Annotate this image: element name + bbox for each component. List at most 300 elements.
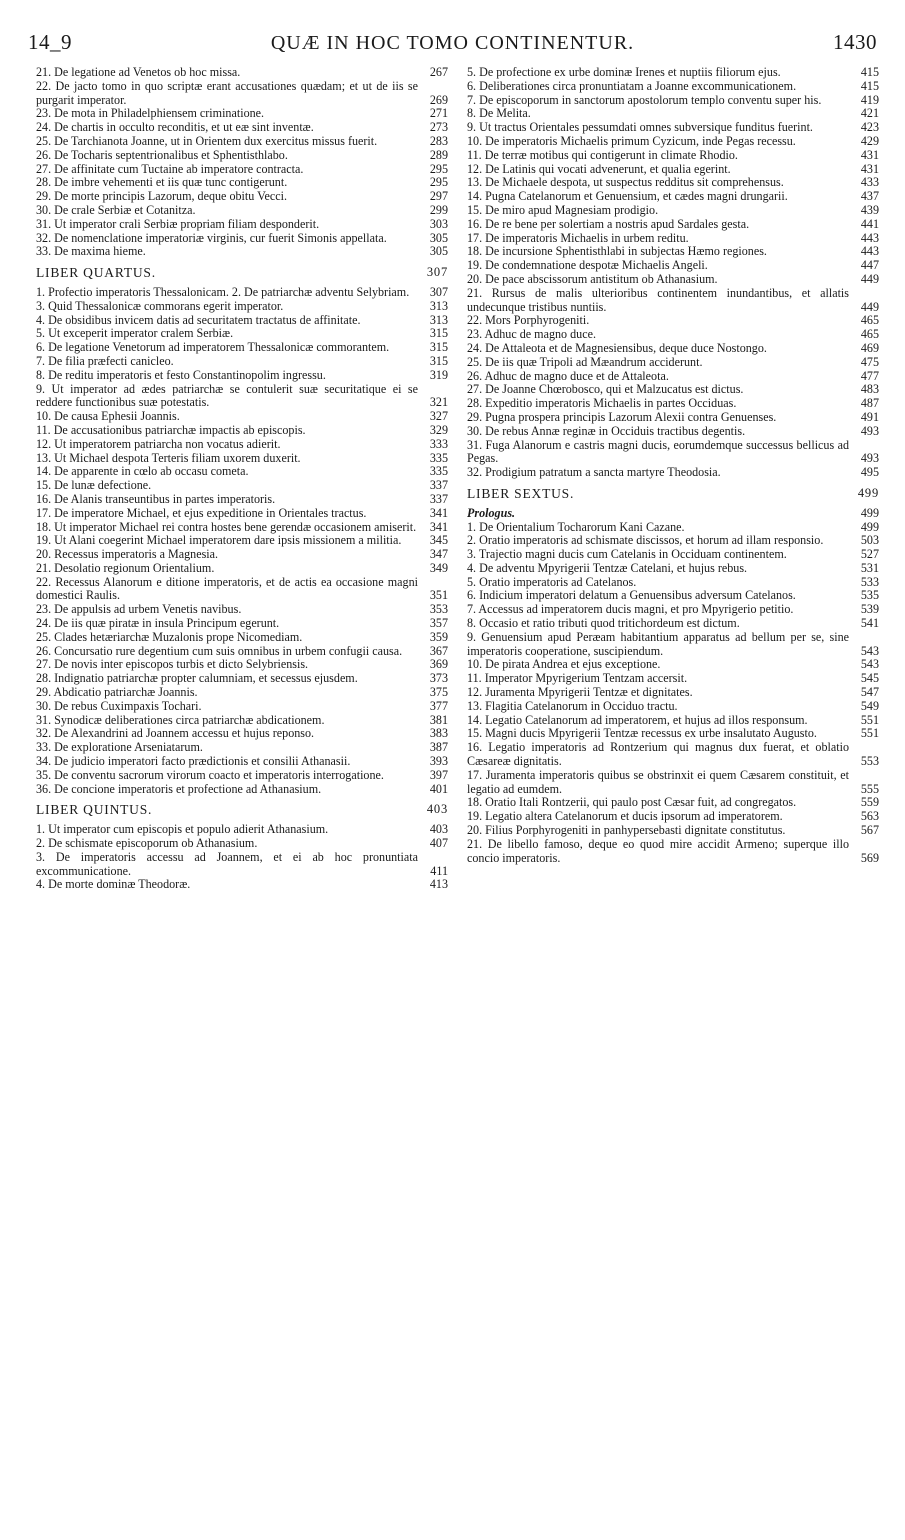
entry-page-number: 535 [860, 588, 879, 603]
page-header [28, 30, 877, 60]
right-page-number: 1430 [833, 30, 877, 54]
toc-entry [467, 439, 879, 467]
entry-page-number: 329 [429, 422, 448, 437]
entry-page-number: 345 [429, 533, 448, 548]
toc-entry [36, 452, 448, 466]
entry-title: 13. De Michaele despota, ut suspectus redditus sit comprehensus. [467, 175, 784, 190]
toc-entry [36, 755, 448, 769]
entry-page-number: 443 [860, 244, 879, 259]
book-title: LIBER QUARTUS. [36, 265, 156, 281]
toc-entry [467, 769, 879, 797]
toc-entry [36, 878, 448, 892]
entry-title: 10. De pirata Andrea et ejus exceptione. [467, 657, 661, 672]
entry-title: 6. Indicium imperatori delatum a Genuensibus adversum Catelanos. [467, 588, 796, 603]
toc-entry [36, 163, 448, 177]
entry-page-number: 377 [429, 698, 448, 713]
toc-entry [467, 370, 879, 384]
toc-entry [467, 672, 879, 686]
entry-page-number: 341 [429, 519, 448, 534]
toc-entry [36, 314, 448, 328]
toc-entry [36, 300, 448, 314]
entry-page-number: 397 [429, 767, 448, 782]
entry-title: 8. Occasio et ratio tributi quod tritichordeum est dictum. [467, 616, 740, 631]
toc-entry [467, 562, 879, 576]
toc-entry [467, 149, 879, 163]
entry-title: 4. De adventu Mpyrigerii Tentzæ Catelani, et hujus rebus. [467, 560, 748, 575]
book-page-number: 499 [857, 485, 879, 500]
entry-page-number: 295 [429, 175, 448, 190]
entry-page-number: 429 [860, 133, 879, 148]
entry-title: 4. De morte dominæ Theodoræ. [36, 877, 191, 892]
toc-entry [467, 314, 879, 328]
entry-page-number: 437 [860, 189, 879, 204]
entry-title: 3. Quid Thessalonicæ commorans egerit imperator. [36, 298, 284, 313]
toc-entry [36, 190, 448, 204]
toc-entry [467, 135, 879, 149]
entry-title: 15. De lunæ defectione. [36, 478, 152, 493]
entry-page-number: 567 [860, 823, 879, 838]
entry-title: 27. De affinitate cum Tuctaine ab imperatore contracta. [36, 161, 304, 176]
toc-entry [36, 714, 448, 728]
entry-title: 21. De legatione ad Venetos ob hoc missa. [36, 65, 241, 79]
entry-title: 30. De rebus Annæ reginæ in Occiduis tractibus degentis. [467, 423, 746, 438]
toc-entry [36, 631, 448, 645]
toc-entry [36, 149, 448, 163]
toc-entry [36, 562, 448, 576]
left-column [36, 66, 448, 892]
entry-title: 17. De imperatore Michael, et ejus expeditione in Orientales tractus. [36, 505, 367, 520]
toc-entry [36, 769, 448, 783]
entry-page-number: 495 [860, 465, 879, 480]
entry-page-number: 353 [429, 602, 448, 617]
entry-title: 29. Abdicatio patriarchæ Joannis. [36, 685, 198, 700]
entry-page-number: 431 [860, 161, 879, 176]
entry-title: 27. De novis inter episcopos turbis et dicto Selybriensis. [36, 657, 309, 672]
entry-title: 22. Recessus Alanorum e ditione imperatoris, et de actis ea occasione magni domestici Raulis. [36, 574, 418, 603]
entry-title: 4. De obsidibus invicem datis ad securitatem tractatus de affinitate. [36, 312, 361, 327]
entry-page-number: 393 [429, 754, 448, 769]
entry-page-number: 491 [860, 409, 879, 424]
toc-entry [467, 700, 879, 714]
entry-page-number: 357 [429, 616, 448, 631]
prologus-entry [467, 507, 879, 521]
entry-title: 12. Ut imperatorem patriarcha non vocatus adierit. [36, 436, 281, 451]
entry-title: 2. De schismate episcoporum ob Athanasium. [36, 836, 258, 851]
entry-page-number: 553 [860, 754, 879, 769]
entry-title: 24. De iis quæ piratæ in insula Principum egerunt. [36, 616, 280, 631]
entry-page-number: 315 [429, 340, 448, 355]
entry-title: 18. Ut imperator Michael rei contra hostes bene gerendæ occasionem amiserit. [36, 519, 417, 534]
entry-page-number: 449 [860, 299, 879, 314]
entry-page-number: 333 [429, 436, 448, 451]
entry-title: 19. Legatio altera Catelanorum et ducis ipsorum ad imperatorem. [467, 809, 783, 824]
toc-entry [467, 466, 879, 480]
entry-page-number: 367 [429, 643, 448, 658]
entry-title: 32. De Alexandrini ad Joannem accessu et hujus reponso. [36, 726, 315, 741]
toc-entry [467, 411, 879, 425]
entry-page-number: 289 [429, 147, 448, 162]
entry-page-number: 433 [860, 175, 879, 190]
entry-page-number: 299 [429, 202, 448, 217]
entry-title: 19. Ut Alani coegerint Michael imperatorem dare ipsis missionem a militia. [36, 533, 402, 548]
toc-entry [467, 80, 879, 94]
toc-entry [467, 397, 879, 411]
entry-page-number: 373 [429, 671, 448, 686]
toc-entry [36, 369, 448, 383]
toc-entry [36, 521, 448, 535]
entry-page-number: 387 [429, 740, 448, 755]
entry-title: 6. Deliberationes circa pronuntiatam a Joanne excommunicationem. [467, 78, 797, 93]
entry-title: 35. De conventu sacrorum virorum coacto et imperatoris interrogatione. [36, 767, 384, 782]
entry-page-number: 527 [860, 547, 879, 562]
entry-title: 17. Juramenta imperatoris quibus se obstrinxit ei quem Cæsarem constituit, et legatio ad eumdem. [467, 767, 849, 796]
toc-entry [36, 80, 448, 108]
entry-title: 17. De imperatoris Michaelis in urbem reditu. [467, 230, 689, 245]
toc-entry [36, 548, 448, 562]
toc-entry [36, 741, 448, 755]
entry-page-number: 551 [860, 712, 879, 727]
entry-page-number: 419 [860, 92, 879, 107]
book-heading [36, 266, 448, 280]
entry-page-number: 305 [429, 244, 448, 259]
entry-title: 9. Ut tractus Orientales pessumdati omnes subversique funditus fuerint. [467, 120, 813, 135]
entry-page-number: 465 [860, 327, 879, 342]
entry-page-number: 305 [429, 230, 448, 245]
toc-entry [36, 383, 448, 411]
entry-title: 24. De chartis in occulto reconditis, et ut eæ sint inventæ. [36, 120, 314, 135]
toc-entry [36, 107, 448, 121]
entry-page-number: 493 [860, 451, 879, 466]
left-page-number: 14_9 [28, 30, 72, 54]
entry-page-number: 359 [429, 629, 448, 644]
entry-title: 28. Expeditio imperatoris Michaelis in partes Occiduas. [467, 396, 737, 411]
entry-page-number: 551 [860, 726, 879, 741]
toc-entry [36, 617, 448, 631]
entry-title: 20. Filius Porphyrogeniti in panhypersebasti dignitate constitutus. [467, 823, 786, 838]
entry-title: 22. Mors Porphyrogeniti. [467, 313, 590, 328]
toc-entry [36, 576, 448, 604]
entry-title: 8. De reditu imperatoris et festo Constantinopolim ingressu. [36, 367, 326, 382]
entry-page-number: 307 [429, 284, 448, 299]
entry-page-number: 269 [429, 92, 448, 107]
entry-title: 11. De terræ motibus qui contigerunt in climate Rhodio. [467, 147, 738, 162]
entry-page-number: 415 [860, 65, 879, 79]
book-page-number: 403 [426, 802, 448, 817]
entry-page-number: 321 [429, 395, 448, 410]
toc-entry [36, 851, 448, 879]
toc-entry [467, 66, 879, 80]
toc-entry [36, 218, 448, 232]
toc-entry [467, 328, 879, 342]
entry-page-number: 499 [860, 505, 879, 520]
toc-entry [36, 479, 448, 493]
entry-title: 8. De Melita. [467, 106, 531, 121]
entry-page-number: 315 [429, 353, 448, 368]
entry-page-number: 411 [430, 863, 448, 878]
entry-title: 19. De condemnatione despotæ Michaelis Angeli. [467, 258, 708, 273]
entry-title: 23. De appulsis ad urbem Venetis navibus. [36, 602, 242, 617]
toc-entry [36, 645, 448, 659]
entry-page-number: 297 [429, 189, 448, 204]
toc-entry [36, 232, 448, 246]
entry-title: 3. De imperatoris accessu ad Joannem, et ei ab hoc pronuntiata excommunicatione. [36, 849, 418, 878]
entry-page-number: 369 [429, 657, 448, 672]
entry-title: 28. De imbre vehementi et iis quæ tunc contigerunt. [36, 175, 288, 190]
entry-title: 23. Adhuc de magno duce. [467, 327, 596, 342]
book-title: LIBER QUINTUS. [36, 802, 153, 818]
entry-title: 24. De Attaleota et de Magnesiensibus, deque duce Nostongo. [467, 340, 767, 355]
entry-page-number: 545 [860, 671, 879, 686]
toc-entry [467, 176, 879, 190]
toc-entry [36, 672, 448, 686]
entry-page-number: 271 [429, 106, 448, 121]
toc-entry [467, 342, 879, 356]
entry-page-number: 327 [429, 409, 448, 424]
entry-title: 2. Oratio imperatoris ad schismate discissos, et horum ad illam responsio. [467, 533, 824, 548]
entry-title: 20. Recessus imperatoris a Magnesia. [36, 547, 219, 562]
right-column [467, 66, 879, 865]
entry-title: 21. De libello famoso, deque eo quod mire accidit Armeno; superque illo concio imperatoris. [467, 836, 849, 865]
entry-title: 32. De nomenclatione imperatoriæ virginis, cur fuerit Simonis appellata. [36, 230, 387, 245]
toc-entry [467, 658, 879, 672]
entry-title: 33. De maxima hieme. [36, 244, 146, 259]
entry-title: 1. Profectio imperatoris Thessalonicam. 2. De patriarchæ adventu Selybriam. [36, 284, 410, 299]
toc-entry [467, 824, 879, 838]
entry-title: 30. De crale Serbiæ et Cotanitza. [36, 202, 196, 217]
entry-page-number: 483 [860, 382, 879, 397]
toc-entry [36, 686, 448, 700]
page-title: QUÆ IN HOC TOMO CONTINENTUR. [270, 32, 635, 54]
entry-page-number: 413 [429, 877, 448, 892]
entry-title: 5. De profectione ex urbe dominæ Irenes et nuptiis filiorum ejus. [467, 65, 781, 79]
entry-page-number: 539 [860, 602, 879, 617]
entry-page-number: 549 [860, 698, 879, 713]
book-page-number: 307 [426, 265, 448, 280]
entry-title: 12. De Latinis qui vocati advenerunt, et qualia egerint. [467, 161, 731, 176]
toc-entry [467, 741, 879, 769]
book-heading [467, 487, 879, 501]
entry-page-number: 349 [429, 560, 448, 575]
toc-entry [36, 135, 448, 149]
entry-page-number: 439 [860, 202, 879, 217]
entry-title: 15. De miro apud Magnesiam prodigio. [467, 202, 659, 217]
entry-title: 23. De mota in Philadelphiensem criminatione. [36, 106, 265, 121]
entry-title: 26. Concursatio rure degentium cum suis omnibus in urbem confugii causa. [36, 643, 403, 658]
entry-page-number: 273 [429, 120, 448, 135]
entry-page-number: 543 [860, 657, 879, 672]
entry-title: 33. De exploratione Arseniatarum. [36, 740, 203, 755]
entry-page-number: 421 [860, 106, 879, 121]
toc-entry [467, 686, 879, 700]
entry-title: 1. Ut imperator cum episcopis et populo adierit Athanasium. [36, 822, 329, 837]
toc-entry [467, 714, 879, 728]
entry-title: 15. Magni ducis Mpyrigerii Tentzæ recessus ex urbe insalutato Augusto. [467, 726, 817, 741]
entry-page-number: 267 [429, 65, 448, 79]
toc-entry [467, 727, 879, 741]
toc-entry [467, 190, 879, 204]
entry-page-number: 423 [860, 120, 879, 135]
entry-page-number: 337 [429, 478, 448, 493]
entry-page-number: 347 [429, 547, 448, 562]
toc-entry [36, 783, 448, 797]
entry-page-number: 559 [860, 795, 879, 810]
entry-title: 16. De re bene per solertiam a nostris apud Sardales gesta. [467, 216, 750, 231]
entry-page-number: 313 [429, 298, 448, 313]
entry-page-number: 383 [429, 726, 448, 741]
entry-title: 9. Ut imperator ad ædes patriarchæ se contulerit suæ securitatique ei se reddere functionibus suæ potestatis. [36, 381, 418, 410]
entry-title: 18. Oratio Itali Rontzerii, qui paulo post Cæsar fuit, ad congregatos. [467, 795, 797, 810]
toc-entry [467, 548, 879, 562]
toc-entry [36, 286, 448, 300]
toc-entry [467, 356, 879, 370]
entry-page-number: 555 [860, 781, 879, 796]
entry-page-number: 313 [429, 312, 448, 327]
entry-title: 10. De causa Ephesii Joannis. [36, 409, 180, 424]
toc-entry [467, 273, 879, 287]
entry-title: 30. De rebus Cuximpaxis Tochari. [36, 698, 202, 713]
entry-page-number: 335 [429, 464, 448, 479]
entry-page-number: 431 [860, 147, 879, 162]
toc-entry [467, 245, 879, 259]
entry-title: Prologus. [467, 505, 516, 520]
toc-entry [36, 176, 448, 190]
entry-title: 13. Ut Michael despota Terteris filiam uxorem duxerit. [36, 450, 301, 465]
entry-page-number: 563 [860, 809, 879, 824]
toc-entry [36, 465, 448, 479]
toc-entry [36, 410, 448, 424]
entry-page-number: 499 [860, 519, 879, 534]
entry-page-number: 401 [429, 781, 448, 796]
entry-page-number: 569 [860, 850, 879, 865]
entry-title: 1. De Orientalium Tocharorum Kani Cazane. [467, 519, 685, 534]
toc-entry [467, 163, 879, 177]
toc-entry [467, 107, 879, 121]
toc-entry [467, 218, 879, 232]
toc-entry [36, 603, 448, 617]
entry-title: 26. De Tocharis septentrionalibus et Sphentisthlabo. [36, 147, 288, 162]
entry-title: 5. Oratio imperatoris ad Catelanos. [467, 574, 637, 589]
entry-title: 16. Legatio imperatoris ad Rontzerium qui magnus dux fuerat, et oblatio Cæsareæ dignitatis. [467, 740, 849, 769]
entry-page-number: 351 [429, 588, 448, 603]
toc-entry [36, 823, 448, 837]
entry-page-number: 441 [860, 216, 879, 231]
entry-title: 25. Clades hetæriarchæ Muzalonis prope Nicomediam. [36, 629, 303, 644]
toc-entry [36, 700, 448, 714]
toc-entry [36, 66, 448, 80]
toc-entry [467, 259, 879, 273]
entry-title: 25. De Tarchianota Joanne, ut in Orientem dux exercitus missus fuerit. [36, 133, 378, 148]
toc-entry [36, 355, 448, 369]
entry-title: 11. Imperator Mpyrigerium Tentzam accersit. [467, 671, 688, 686]
entry-page-number: 337 [429, 491, 448, 506]
entry-page-number: 493 [860, 423, 879, 438]
entry-page-number: 375 [429, 685, 448, 700]
entry-page-number: 381 [429, 712, 448, 727]
entry-title: 36. De concione imperatoris et profectione ad Athanasium. [36, 781, 322, 796]
entry-title: 5. Ut exceperit imperator cralem Serbiæ. [36, 326, 234, 341]
toc-entry [467, 810, 879, 824]
entry-title: 14. Legatio Catelanorum ad imperatorem, et hujus ad illos responsum. [467, 712, 808, 727]
entry-title: 28. Indignatio patriarchæ propter calumniam, et secessus ejusdem. [36, 671, 358, 686]
toc-entry [36, 438, 448, 452]
entry-page-number: 407 [429, 836, 448, 851]
entry-page-number: 531 [860, 560, 879, 575]
entry-title: 27. De Joanne Chœrobosco, qui et Malzucatus est dictus. [467, 382, 744, 397]
toc-entry [467, 617, 879, 631]
entry-title: 7. Accessus ad imperatorem ducis magni, et pro Mpyrigerio petitio. [467, 602, 794, 617]
toc-entry [467, 576, 879, 590]
entry-page-number: 533 [860, 574, 879, 589]
entry-title: 12. Juramenta Mpyrigerii Tentzæ et dignitates. [467, 685, 693, 700]
toc-entry [36, 341, 448, 355]
entry-title: 26. Adhuc de magno duce et de Attaleota. [467, 368, 669, 383]
entry-page-number: 447 [860, 258, 879, 273]
entry-title: 32. Prodigium patratum a sancta martyre Theodosia. [467, 465, 721, 480]
toc-entry [36, 727, 448, 741]
book-title: LIBER SEXTUS. [467, 485, 575, 501]
entry-title: 10. De imperatoris Michaelis primum Cyzicum, inde Pegas recessu. [467, 133, 796, 148]
entry-page-number: 543 [860, 643, 879, 658]
entry-title: 6. De legatione Venetorum ad imperatorem Thessalonicæ commorantem. [36, 340, 390, 355]
entry-page-number: 475 [860, 354, 879, 369]
entry-title: 11. De accusationibus patriarchæ impactis ab episcopis. [36, 422, 306, 437]
entry-page-number: 547 [860, 685, 879, 700]
entry-title: 7. De episcoporum in sanctorum apostolorum templo conventu super his. [467, 92, 822, 107]
toc-entry [467, 94, 879, 108]
toc-entry [36, 493, 448, 507]
toc-entry [467, 796, 879, 810]
toc-entry [467, 589, 879, 603]
entry-title: 31. Synodicæ deliberationes circa patriarchæ abdicationem. [36, 712, 325, 727]
entry-title: 7. De filia præfecti canicleo. [36, 353, 174, 368]
toc-entry [467, 204, 879, 218]
toc-entry [36, 204, 448, 218]
entry-title: 16. De Alanis transeuntibus in partes imperatoris. [36, 491, 276, 506]
entry-title: 18. De incursione Sphentisthlabi in subjectas Hæmo regiones. [467, 244, 767, 259]
entry-page-number: 443 [860, 230, 879, 245]
book-heading [36, 803, 448, 817]
toc-entry [467, 603, 879, 617]
entry-page-number: 465 [860, 313, 879, 328]
toc-entry [467, 521, 879, 535]
toc-entry [467, 232, 879, 246]
toc-entry [467, 121, 879, 135]
toc-entry [36, 424, 448, 438]
entry-title: 31. Fuga Alanorum e castris magni ducis, eorumdemque successus bellicus ad Pegas. [467, 437, 849, 466]
entry-page-number: 341 [429, 505, 448, 520]
entry-title: 3. Trajectio magni ducis cum Catelanis in Occiduam continentem. [467, 547, 787, 562]
entry-page-number: 319 [429, 367, 448, 382]
entry-page-number: 283 [429, 133, 448, 148]
entry-page-number: 315 [429, 326, 448, 341]
toc-entry [36, 837, 448, 851]
toc-entry [36, 658, 448, 672]
entry-title: 22. De jacto tomo in quo scriptæ erant accusationes quædam; et ut de iis se purgarit imperator. [36, 78, 418, 107]
entry-page-number: 403 [429, 822, 448, 837]
entry-page-number: 303 [429, 216, 448, 231]
entry-title: 34. De judicio imperatori facto prædictionis et consilii Athanasii. [36, 754, 351, 769]
entry-page-number: 469 [860, 340, 879, 355]
entry-page-number: 487 [860, 396, 879, 411]
toc-entry [36, 121, 448, 135]
entry-title: 21. Desolatio regionum Orientalium. [36, 560, 215, 575]
toc-entry [467, 631, 879, 659]
entry-page-number: 415 [860, 78, 879, 93]
entry-title: 21. Rursus de malis ulterioribus continentem inundantibus, et allatis undecunque tristibus nuntiis. [467, 285, 849, 314]
toc-entry [36, 327, 448, 341]
entry-page-number: 503 [860, 533, 879, 548]
entry-title: 31. Ut imperator crali Serbiæ propriam filiam desponderit. [36, 216, 320, 231]
